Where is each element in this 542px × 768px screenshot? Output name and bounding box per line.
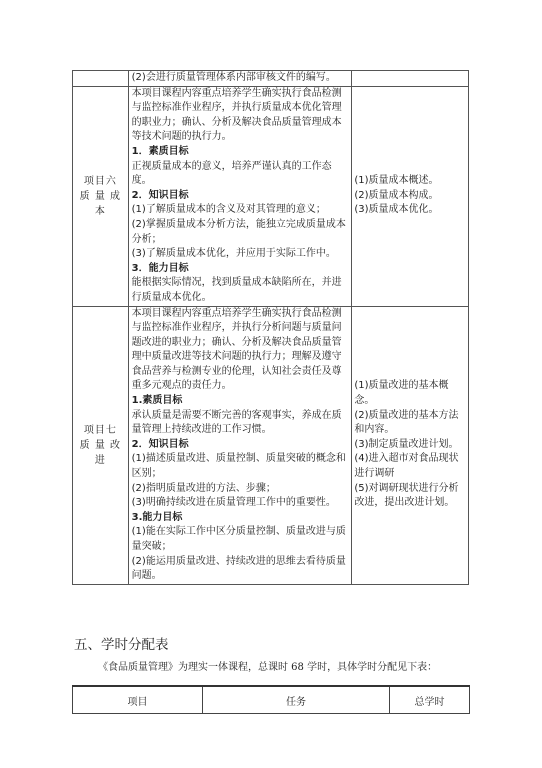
goal-heading: 2．知识目标 (131, 189, 189, 201)
table-row (73, 86, 469, 306)
table-row (73, 306, 469, 584)
goal-line: (3)了解质量成本优化，并应用于实际工作中。 (131, 248, 336, 260)
goal-heading: 3.能力目标 (131, 511, 183, 523)
goal-line: 正视质量成本的意义，培养严谨认真的工作态度。 (131, 160, 332, 187)
content-line: (2)质量改进的基本方法和内容。 (354, 409, 459, 436)
goals-cell (128, 86, 352, 306)
content-line: (3)质量成本优化。 (354, 204, 439, 216)
header-total-hours: 总学时 (390, 686, 470, 714)
project-name-line: 质 量 改 (79, 439, 121, 451)
section-intro: 《食品质量管理》为理实一体课程，总课时 68 学时，具体学时分配见下表： (98, 662, 438, 673)
goal-line: 能根据实际情况，找到质量成本缺陷所在，并进行质量成本优化。 (131, 277, 342, 303)
goal-heading: 3．能力目标 (131, 262, 189, 274)
project-name-line: 质 量 成 (79, 190, 121, 202)
goal-line: (2)能运用质量改进、持续改进的思维去看待质量问题。 (131, 555, 346, 582)
content-line: (2)质量成本构成。 (354, 189, 439, 201)
content-cell (352, 306, 469, 584)
goal-line: (1)了解质量成本的含义及对其管理的意义； (131, 204, 326, 216)
goal-line: (2)掌握质量成本分析方法，能独立完成质量成本分析； (131, 218, 346, 245)
goal-paragraph: 本项目课程内容重点培养学生确实执行食品检测与监控标准作业程序，并执行分析问题与质量问题改进的职业力；确认、分析及解决食品质量管理中质量改进等技术问题的执行力；理解及遵守食品营养与检测专业的伦理，认知社会责任及尊重多元观点的责任力。 (131, 307, 342, 392)
content-line: (4)进入超市对食品现状进行调研 (354, 453, 459, 480)
section-heading: 五、学时分配表 (74, 637, 169, 653)
header-project: 项目 (73, 686, 203, 714)
goal-line: (1)能在实际工作中区分质量控制、质量改进与质量突破； (131, 526, 346, 552)
goal-line: (2)指明质量改进的方法、步骤； (131, 482, 276, 494)
hours-allocation-table (72, 685, 470, 714)
content-cell (352, 86, 469, 306)
goal-line: (2)会进行质量管理体系内部审核文件的编写。 (131, 72, 336, 83)
content-line: (3)制定质量改进计划。 (354, 438, 459, 450)
content-cell (352, 71, 469, 87)
project-name-line: 项目六 (83, 175, 117, 187)
project-name-line: 项目七 (83, 424, 117, 436)
goal-line: (1)描述质量改进、质量控制、质量突破的概念和区别； (131, 453, 346, 480)
goal-heading: 2．知识目标 (131, 438, 189, 450)
project-cell (73, 71, 129, 87)
project-cell (73, 86, 129, 306)
header-task: 任务 (203, 686, 390, 714)
goal-paragraph: 本项目课程内容重点培养学生确实执行食品检测与监控标准作业程序，并执行质量成本优化管理的职业力；确认、分析及解决食品质量管理成本等技术问题的执行力。 (131, 87, 342, 143)
goal-line: 承认质量是需要不断完善的客观事实，养成在质量管理上持续改进的工作习惯。 (131, 409, 342, 436)
table-header-row (73, 686, 470, 714)
project-name-line: 进 (94, 454, 106, 466)
goal-heading: 1.素质目标 (131, 395, 183, 407)
project-cell (73, 306, 129, 584)
table-row (73, 71, 469, 87)
content-line: (1)质量成本概述。 (354, 175, 439, 187)
course-content-table (72, 70, 469, 585)
goals-cell (128, 306, 352, 584)
goal-line: (3)明确持续改进在质量管理工作中的重要性。 (131, 497, 336, 509)
goals-cell (128, 71, 352, 87)
content-line: (1)质量改进的基本概念。 (354, 380, 449, 407)
project-name-line: 本 (94, 205, 106, 217)
content-line: (5)对调研现状进行分析改进，提出改进计划。 (354, 482, 459, 509)
goal-heading: 1．素质目标 (131, 145, 189, 157)
